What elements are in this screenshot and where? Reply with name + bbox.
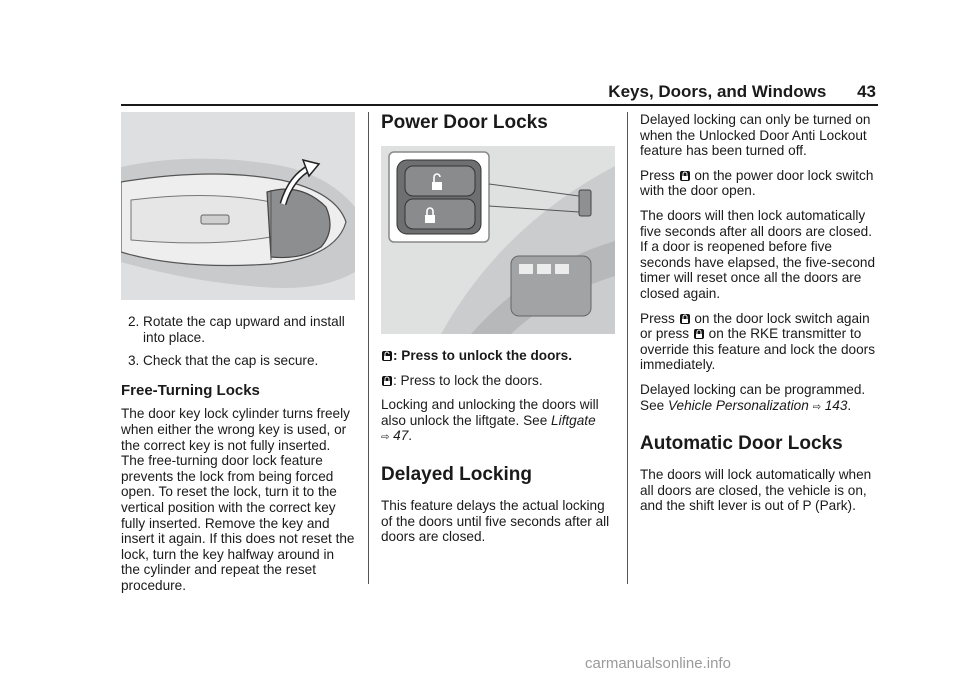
column-divider-1 [368, 112, 369, 584]
list-item [121, 353, 355, 369]
press-label: Press [640, 310, 675, 326]
header-rule [121, 104, 878, 106]
lock-icon [381, 375, 393, 387]
programming-paragraph [640, 382, 880, 415]
unlock-icon [381, 350, 393, 362]
step-text: Check that the cap is secure. [143, 353, 319, 369]
liftgate-page-link[interactable]: 47 [393, 428, 409, 444]
column-3 [640, 112, 880, 523]
delayed-locking-heading: Delayed Locking [381, 463, 532, 485]
power-door-locks-heading: Power Door Locks [381, 112, 548, 133]
lock-icon [679, 313, 691, 325]
press-lock-text: on the power door lock switch with the door open. [640, 167, 874, 199]
column-1 [121, 112, 355, 603]
column-divider-2 [627, 112, 628, 584]
delayed-locking-paragraph: This feature delays the actual locking of the doors until five seconds after all doors are closed. [381, 497, 610, 545]
step-list [121, 314, 355, 369]
override-paragraph [640, 311, 880, 373]
xref-arrow-icon: ⇨ [812, 401, 821, 413]
press-label: Press [640, 167, 675, 183]
lock-icon [693, 328, 705, 340]
door-lock-switch-illustration [381, 146, 615, 334]
liftgate-paragraph [381, 397, 615, 446]
vehicle-personalization-link[interactable]: Vehicle Personalization [667, 397, 809, 413]
delayed-locking-condition: Delayed locking can only be turned on when the Unlocked Door Anti Lockout feature has been turned off. [640, 112, 871, 159]
step-text: Rotate the cap upward and install into place. [143, 314, 345, 345]
page-number: 43 [857, 82, 876, 101]
running-header [596, 82, 876, 102]
lock-description: : Press to lock the doors. [393, 372, 543, 388]
override-text: on the door lock switch again or press [640, 310, 870, 342]
section-title: Keys, Doors, and Windows [608, 82, 827, 101]
free-turning-locks-paragraph: The door key lock cylinder turns freely when either the wrong key is used, or the correct key is not fully inserted. The free-turning door lock feature prevents the lock from being forced open. To reset the lock, turn it to the vertical position with the correct key fully inserted. Remove the key and insert it again. If this does not reset the lock, turn the key halfway around in the cylinder and repeat the reset procedure. [121, 406, 355, 593]
auto-lock-timer-paragraph: The doors will then lock automatically five seconds after all doors are closed. If a door is reopened before five seconds have elapsed, the five-second timer will reset once all the doors are closed again. [640, 207, 876, 301]
press-lock-instruction [640, 168, 880, 199]
override-text-end: on the RKE transmitter to override this feature and lock the doors immediately. [640, 326, 876, 373]
automatic-door-locks-paragraph: The doors will lock automatically when all doors are closed, the vehicle is on, and the shift lever is out of P (Park). [640, 467, 872, 514]
column-2 [381, 112, 615, 554]
programming-text: Delayed locking can be programmed. See [640, 381, 866, 413]
xref-arrow-icon: ⇨ [381, 432, 390, 444]
step-number: 2. [128, 314, 140, 329]
lock-icon [679, 170, 691, 182]
liftgate-link[interactable]: Liftgate [551, 412, 596, 428]
programming-end: . [847, 397, 852, 413]
fuel-cap-illustration [121, 112, 355, 300]
automatic-door-locks-heading: Automatic Door Locks [640, 433, 843, 455]
unlock-description: : Press to unlock the doors. [393, 348, 573, 363]
list-item [121, 314, 355, 345]
vehicle-personalization-page-link[interactable]: 143 [824, 397, 848, 413]
liftgate-end: . [408, 428, 413, 444]
lock-line [381, 373, 615, 389]
free-turning-locks-heading: Free-Turning Locks [121, 381, 260, 399]
watermark: carmanualsonline.info [585, 655, 731, 672]
step-number: 3. [128, 353, 140, 369]
liftgate-text: Locking and unlocking the doors will also unlock the liftgate. See [381, 397, 599, 428]
unlock-line [381, 348, 615, 364]
